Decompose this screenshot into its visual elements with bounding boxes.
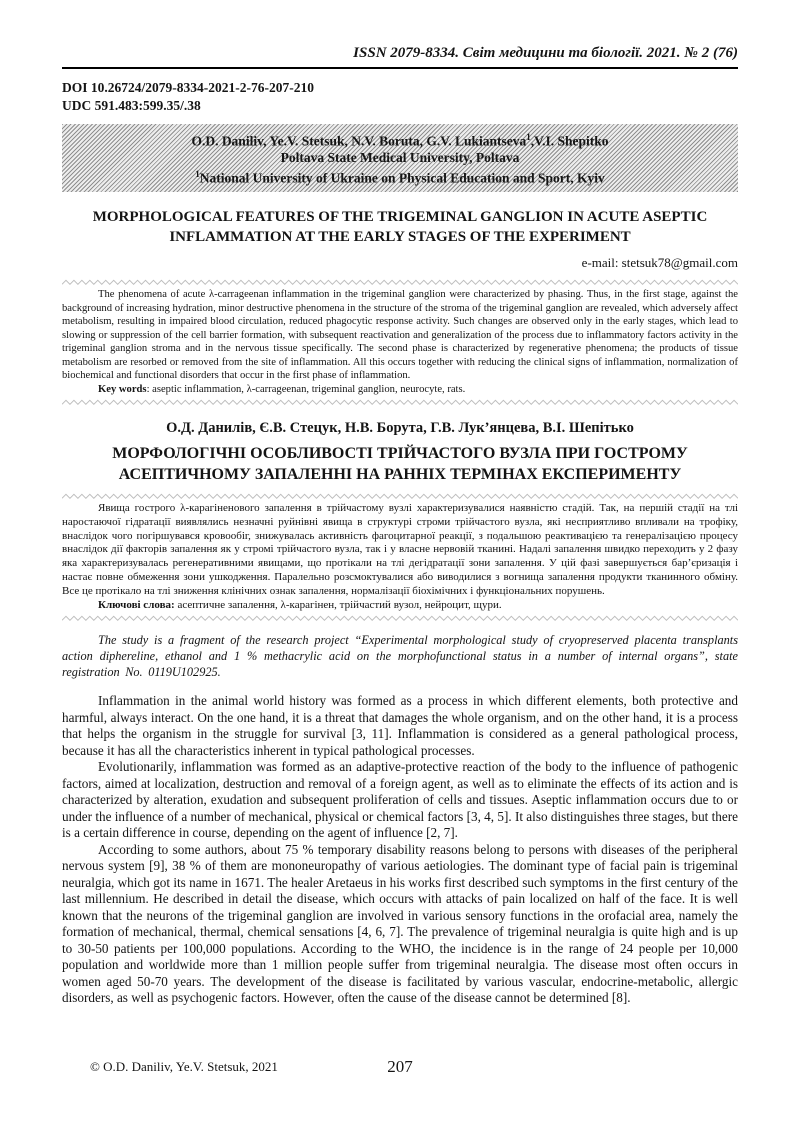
abstract-ua-text: Явища гострого λ-карагіненового запалення в трійчастому вузлі характеризувалися наявністю стадій. Так, на першій стадії на тлі наростаючої гідратації виявлялись незначні руйнівні явища в структурі строми трійчастого вузла, які несприятливо впливали на трофіку, внаслідок чого погіршувався кровообіг, знижувалась активність фагоцитарної реакції, з подальшою реактивацією та генералізацією процесу внаслідок дії факторів запалення як у стромі трійчастого вузла, так і у власне нервовій тканині. Надалі запалення швидко переходить у 2 фазу яка характеризувалась регенеративними явищами, що протікали на тлі дегідратації зони запалення. У цій фазі завершується бар’єризація і настає повне обмеження зони ушкодження. Паралельно розсмоктувалися або виводилися з вогнища запалення продукти тканинного обміну. Все це протікало на тлі зниження клінічних ознак запалення, нормалізації біохімічних і функціональних порушень. [62, 502, 738, 597]
authors-names-tail: ,V.I. Shepitko [530, 133, 609, 149]
separator-zigzag [62, 615, 738, 622]
body-paragraph: According to some authors, about 75 % temporary disability reasons belong to persons with diseases of the peripheral nervous system [9], 38 % of them are mononeuropathy of various aetiologies. The dominant type of facial pain is trigeminal neuralgia, which got its name in 1671. The healer Aretaeus in his works first described such symptoms in the first century of the last millennium. He described in detail the disease, which occurs with attacks of pain localized on half of the face. It is well known that the neurons of the trigeminal ganglion are involved in various sensory functions in the orofacial area, namely the formation of mechanical, thermal, chemical sensations [4, 6, 7]. The prevalence of trigeminal neuralgia is quite high and is up to 30-50 patients per 100,000 populations. According to the WHO, the incidence is in the range of 24 people per 10,000 population and worldwide more than 1 million people suffer from trigeminal neuralgia. The disease most often occurs in women aged 50-70 years. The development of the disease is facilitated by various vascular, endocrine-metabolic, allergic disorders, as well as psychogenic factors. However, often the cause of the disease cannot be determined [8]. [62, 841, 738, 1006]
keywords-ua-text: асептичне запалення, λ-карагінен, трійчастий вузол, нейроцит, щури. [174, 598, 502, 611]
authors-line-en [66, 129, 734, 150]
affiliation-superscript: 1 [195, 168, 200, 179]
keywords-ua-label: Ключові слова: [98, 598, 175, 611]
authors-line-ua: О.Д. Данилів, Є.В. Стецук, Н.В. Борута, Г.В. Лук’янцева, В.І. Шепітько [166, 420, 634, 436]
keywords-ua-line [62, 599, 738, 613]
copyright-line: © O.D. Daniliv, Ye.V. Stetsuk, 2021 [90, 1059, 278, 1074]
separator-zigzag [62, 399, 738, 406]
keywords-en-label: Key words [98, 383, 147, 395]
separator-zigzag [62, 493, 738, 500]
page-footer [62, 1056, 738, 1086]
author-affiliation-superscript: 1 [526, 132, 531, 142]
udc-line: UDC 591.483:599.35/.38 [62, 98, 201, 113]
page-number: 207 [387, 1057, 413, 1076]
abstract-en-text: The phenomena of acute λ-carrageenan inflammation in the trigeminal ganglion were characterized by phasing. Thus, in the first stage, against the background of increasing hydration, minor destructive phenomena in the structure of the stroma of the trigeminal ganglion are revealed, which adversely affect metabolism, resulting in impaired blood circulation, reduced phagocytic response activity. Such changes are observed only in the early stages, which lead to slowing or suppression of the cell barrier formation, with subsequent reactivation and generalization of the process due to inflammatory factors activity in the trigeminal ganglion stroma and in the nervous tissue specifically. The second phase is characterized by regenerative phenomena; the products of tissue metabolism are resorbed or removed from the site of inflammation. All this occurs together with reducing the clinical signs of inflammation, normalization of biochemical and functional disorders that occur in the first phase of inflammation. [62, 289, 738, 381]
keywords-en-text: : aseptic inflammation, λ-carrageenan, trigeminal ganglion, neurocyte, rats. [146, 383, 466, 395]
body-paragraph: Evolutionarily, inflammation was formed as an adaptive-protective reaction of the body to the influence of pathogenic factors, aimed at localization, destruction and removal of a foreign agent, as well as to eliminate the effects of its action and is characterized by alteration, exudation and subsequent proliferation of cells and tissues. Aseptic inflammation occurs due to or under the influence of a number of mechanical, physical or chemical factors [3, 4, 5]. It also distinguishes three stages, but there is a certain difference in course, depending on the agent of influence [2, 7]. [62, 759, 738, 841]
separator-zigzag [62, 279, 738, 286]
affiliation-line-1: Poltava State Medical University, Poltava [280, 149, 520, 165]
authors-block [62, 124, 738, 192]
article-title-en: MORPHOLOGICAL FEATURES OF THE TRIGEMINAL GANGLION IN ACUTE ASEPTIC INFLAMMATION AT THE EARLY STAGES OF THE EXPERIMENT [92, 209, 708, 245]
project-note: The study is a fragment of the research project “Experimental morphological study of cryopreserved placenta transplants action diphereline, ethanol and 1 % methacrylic acid on the morphofunctional status in a number of internal organs”, state registration No. 0119U102925. [62, 633, 738, 680]
abstract-en [62, 288, 738, 396]
keywords-en-line [62, 383, 738, 397]
affiliation-line-2 [66, 166, 734, 187]
abstract-ua [62, 502, 738, 612]
email-line: e-mail: stetsuk78@gmail.com [581, 255, 738, 270]
doi-line: DOI 10.26724/2079-8334-2021-2-76-207-210 [62, 80, 314, 95]
affiliation-text: National University of Ukraine on Physical Education and Sport, Kyiv [199, 170, 605, 185]
header-rule [62, 67, 738, 69]
authors-names: O.D. Daniliv, Ye.V. Stetsuk, N.V. Boruta, G.V. Lukiantseva [191, 133, 527, 149]
body-paragraph: Inflammation in the animal world history was formed as a process in which different elements, both protective and harmful, always interact. On the one hand, it is a threat that damages the whole organism, and on the other hand, it is a process that helps the organism in the struggle for survival [3, 11]. Inflammation is considered as a general pathological process, because it has all the characteristics inherent in typical pathological processes. [62, 693, 738, 758]
issn-header-line: ISSN 2079-8334. Світ медицини та біології. 2021. № 2 (76) [353, 45, 738, 61]
article-title-ua: МОРФОЛОГІЧНІ ОСОБЛИВОСТІ ТРІЙЧАСТОГО ВУЗЛА ПРИ ГОСТРОМУ АСЕПТИЧНОМУ ЗАПАЛЕННІ НА РАННІХ ТЕРМІНАХ ЕКСПЕРИМЕНТУ [112, 445, 688, 483]
